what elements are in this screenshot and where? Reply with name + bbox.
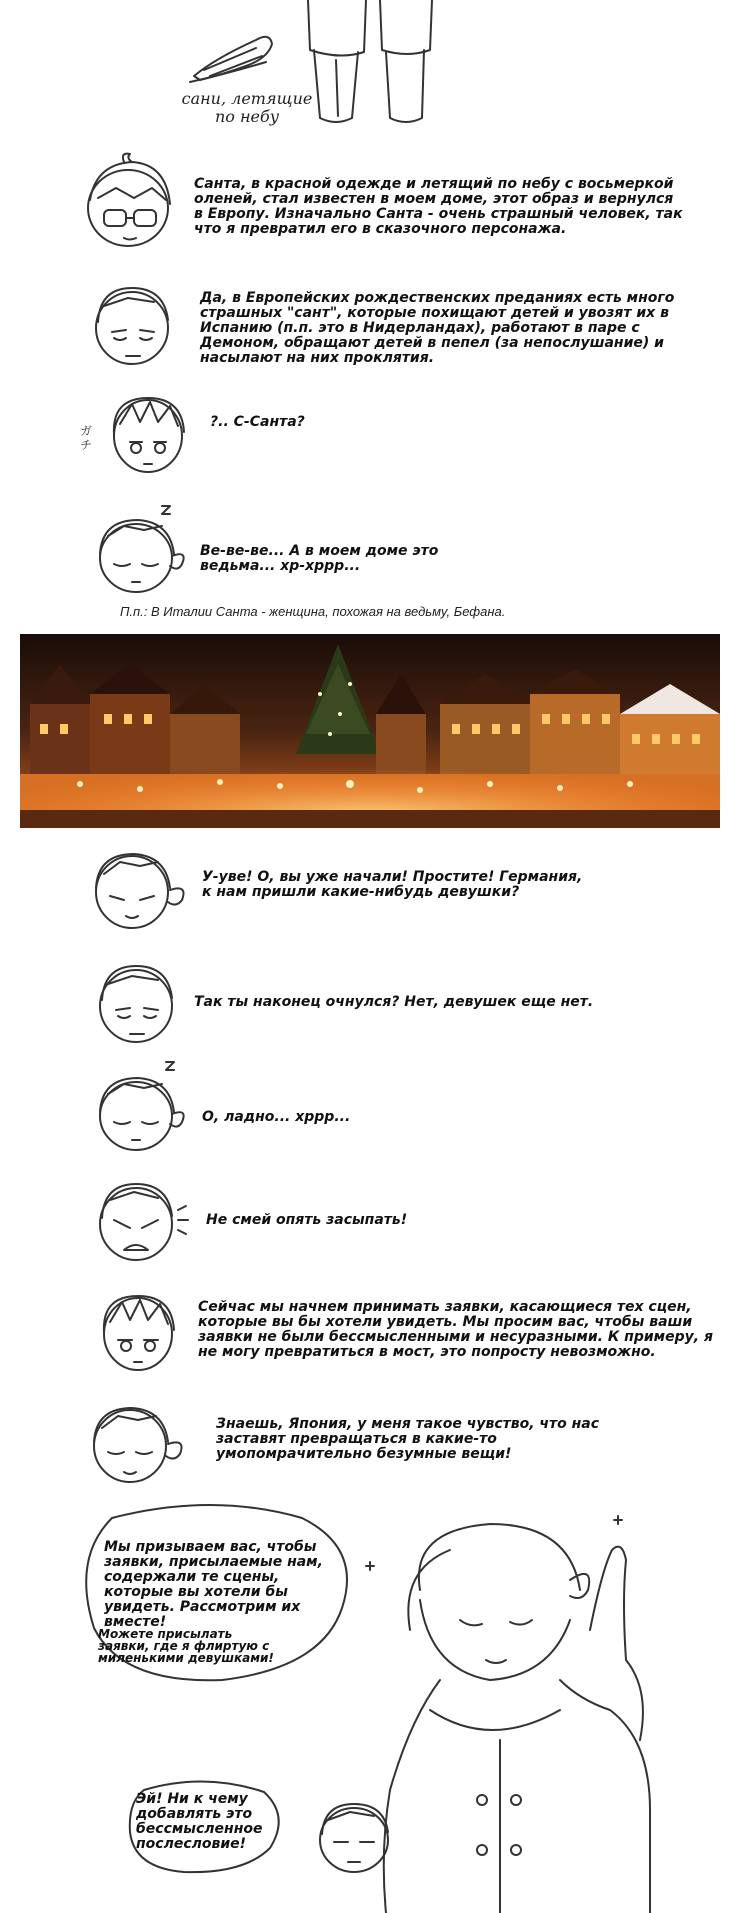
dialog-japan-1: ?.. С-Санта? (210, 414, 305, 430)
bubble-small-text: Можете присылать заявки, где я флиртую с миленькими девушками! (98, 1627, 274, 1665)
japan-face (96, 384, 192, 480)
sled-caption: сани, летящие по небу (181, 89, 313, 126)
dialog-germany-3: Не смей опять засыпать! (206, 1212, 408, 1228)
germany-small-face (304, 1790, 404, 1880)
sfx-japan: ガ チ (80, 424, 93, 452)
translator-note: П.п.: В Италии Санта - женщина, похожая на ведьму, Бефана. (120, 604, 506, 619)
germany-face-angry (84, 1170, 194, 1270)
santa-legs-drawing (300, 0, 440, 130)
dialog-italy-2: У-уве! О, вы уже начали! Простите! Германия, к нам пришли какие-нибудь девушки? (202, 869, 583, 900)
dialog-italy-1: Ве-ве-ве... А в моем доме это ведьма... хр-хррр... (200, 543, 439, 574)
america-face (76, 148, 186, 258)
bubble-germany-text: Эй! Ни к чему добавлять это бессмысленное послесловие! (136, 1791, 263, 1852)
italy-large-figure (350, 1510, 745, 1913)
italy-face-2 (76, 1392, 196, 1492)
italy-face-sleeping (84, 500, 194, 600)
sled-drawing (186, 18, 286, 86)
japan-face-2 (86, 1280, 186, 1380)
bubble-main-text: Мы призываем вас, чтобы заявки, присылаемые нам, содержали те сцены, которые вы хотели бы увидеть. Рассмотрим их вместе! (104, 1539, 323, 1630)
dialog-italy-3: О, ладно... хррр... (202, 1109, 351, 1125)
christmas-market-photo (20, 634, 720, 828)
dialog-germany-1: Да, в Европейских рождественских преданиях есть много страшных "сант", которые похищают детей и увозят их в Испанию (п.п. это в Нидерландах), работают в паре с Демоном, обращают детей в пепел (за непослушание) и насылают на них проклятия. (200, 290, 675, 366)
dialog-america-1: Санта, в красной одежде и летящий по небу с восьмеркой оленей, стал известен в моем доме, этот образ и вернулся в Европу. Изначально Санта - очень страшный человек, так что я превратил его в сказочного персонажа. (194, 176, 683, 237)
dialog-italy-4: Знаешь, Япония, у меня такое чувство, что нас заставят превращаться в какие-то умопомрачительно безумные вещи! (216, 1416, 600, 1462)
italy-face (78, 840, 198, 936)
dialog-germany-2: Так ты наконец очнулся? Нет, девушек еще нет. (194, 994, 594, 1010)
dialog-japan-2: Сейчас мы начнем принимать заявки, касающиеся тех сцен, которые вы бы хотели увидеть. Мы просим вас, чтобы ваши заявки не были бессмысленными и несуразными. К примеру, я не могу превратиться в мост, это попросту невозможно. (198, 1299, 713, 1360)
germany-face-2 (86, 952, 186, 1052)
germany-face (84, 276, 180, 372)
italy-face-sleeping-2 (84, 1058, 194, 1158)
